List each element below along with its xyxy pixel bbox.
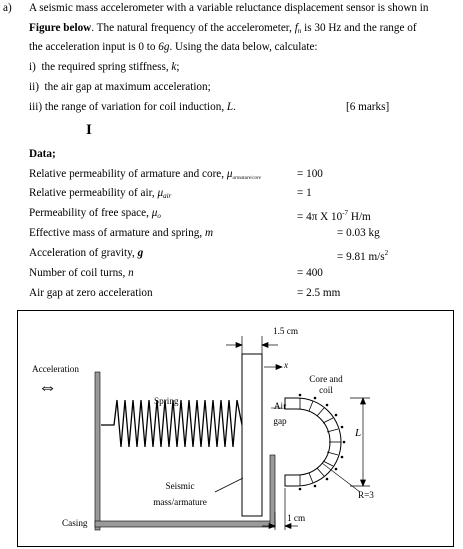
seismic-mass-armature <box>242 354 262 516</box>
acceleration-label: Acceleration <box>32 364 79 374</box>
data-row-label-1: Relative permeability of armature and core, $\mu_{armature/core}$ <box>29 168 262 181</box>
data-row-label-4: Effective mass of armature and spring, m <box>29 227 214 239</box>
dim-top-label: 1.5 cm <box>273 326 299 336</box>
radius-leader <box>322 463 360 492</box>
dim-top <box>226 336 278 354</box>
data-row-value-6: = 400 <box>297 267 323 279</box>
x-arrow <box>264 365 282 370</box>
task-item-2: ii) the air gap at maximum acceleration; <box>29 81 211 93</box>
task-item-3: iii) the range of variation for coil induction, L. <box>29 101 236 113</box>
dim-bottom-label: 1 cm <box>287 513 306 523</box>
acceleration-arrow-icon: ⇔ <box>38 377 57 398</box>
L-label: L <box>355 427 362 439</box>
data-row-value-4: = 0.03 kg <box>337 227 380 239</box>
casing-label: Casing <box>62 518 88 528</box>
data-row-label-3: Permeability of free space, $\mu_o$ <box>29 207 161 220</box>
text-cursor: I <box>86 122 92 138</box>
data-row-value-1: = 100 <box>297 168 323 180</box>
data-row-value-3: = 4π X $10^{-7}$ H/m <box>297 209 371 223</box>
data-row-label-6: Number of coil turns, n <box>29 267 134 279</box>
marks-label: [6 marks] <box>346 101 390 113</box>
data-row-label-7: Air gap at zero acceleration <box>29 287 153 299</box>
data-row-label-2: Relative permeability of air, $\mu_{air}$ <box>29 187 172 200</box>
data-row-value-2: = 1 <box>297 187 312 199</box>
seismic-label: Seismic mass/armature <box>153 481 207 507</box>
spring-label: Spring <box>154 396 179 406</box>
question-line-3: the acceleration input is 0 to 6g. Using the data below, calculate: <box>29 41 318 53</box>
question-line-1: A seismic mass accelerometer with a variable reluctance displacement sensor is shown in <box>29 2 429 14</box>
spring <box>101 400 242 447</box>
figure-frame <box>18 311 454 547</box>
core-coil-label: Core and coil <box>309 374 343 395</box>
question-line-2: Figure below. The natural frequency of the accelerometer, $f_n$ is 30 Hz and the range of <box>29 22 417 35</box>
x-label: x <box>284 360 289 370</box>
data-heading: Data; <box>29 148 56 160</box>
radius-label: R=3 <box>358 490 374 500</box>
dim-L <box>350 398 370 486</box>
data-row-value-5: = 9.81 $m/s^2$ <box>337 249 389 263</box>
task-item-1: i) the required spring stiffness, k; <box>29 61 180 73</box>
figure-reference: Figure below <box>29 22 92 34</box>
data-row-value-7: = 2.5 mm <box>297 287 341 299</box>
air-gap-label: Air gap <box>273 401 287 426</box>
question-label: a) <box>3 2 12 14</box>
data-row-label-5: Acceleration of gravity, g <box>29 247 144 259</box>
